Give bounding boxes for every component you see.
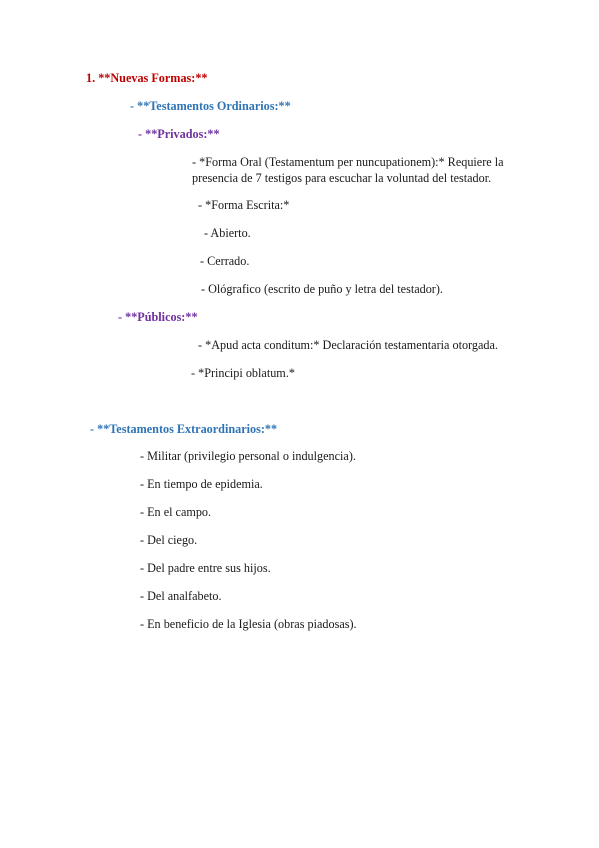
list-item-cerrado: - Cerrado. [200, 254, 250, 268]
list-item-padre: - Del padre entre sus hijos. [140, 561, 271, 575]
list-item-principi-oblatum: - *Principi oblatum.* [191, 366, 295, 380]
list-item-olografico: - Ológrafico (escrito de puño y letra del testador). [201, 282, 443, 296]
list-item-abierto: - Abierto. [204, 226, 251, 240]
subheading-testamentos-extraordinarios: - **Testamentos Extraordinarios:** [90, 422, 278, 436]
list-item-forma-escrita: - *Forma Escrita:* [198, 198, 290, 212]
subheading-publicos: - **Públicos:** [118, 310, 198, 324]
list-item-militar: - Militar (privilegio personal o indulgencia). [140, 449, 356, 463]
list-item-apud-acta: - *Apud acta conditum:* Declaración testamentaria otorgada. [198, 338, 498, 352]
heading-nuevas-formas [86, 70, 208, 86]
heading-text: **Nuevas Formas:** [98, 71, 208, 85]
list-item-campo: - En el campo. [140, 505, 212, 519]
heading-number: 1. [86, 71, 96, 85]
list-item-forma-oral: - *Forma Oral (Testamentum per nuncupationem):* Requiere la presencia de 7 testigos para escuchar la voluntad del testador. [192, 155, 504, 185]
subheading-privados: - **Privados:** [138, 127, 220, 141]
list-item-ciego: - Del ciego. [140, 533, 198, 547]
list-item-epidemia: - En tiempo de epidemia. [140, 477, 263, 491]
list-item-analfabeto: - Del analfabeto. [140, 589, 222, 603]
list-item-iglesia: - En beneficio de la Iglesia (obras piadosas). [140, 617, 357, 631]
subheading-testamentos-ordinarios: - **Testamentos Ordinarios:** [130, 99, 291, 113]
